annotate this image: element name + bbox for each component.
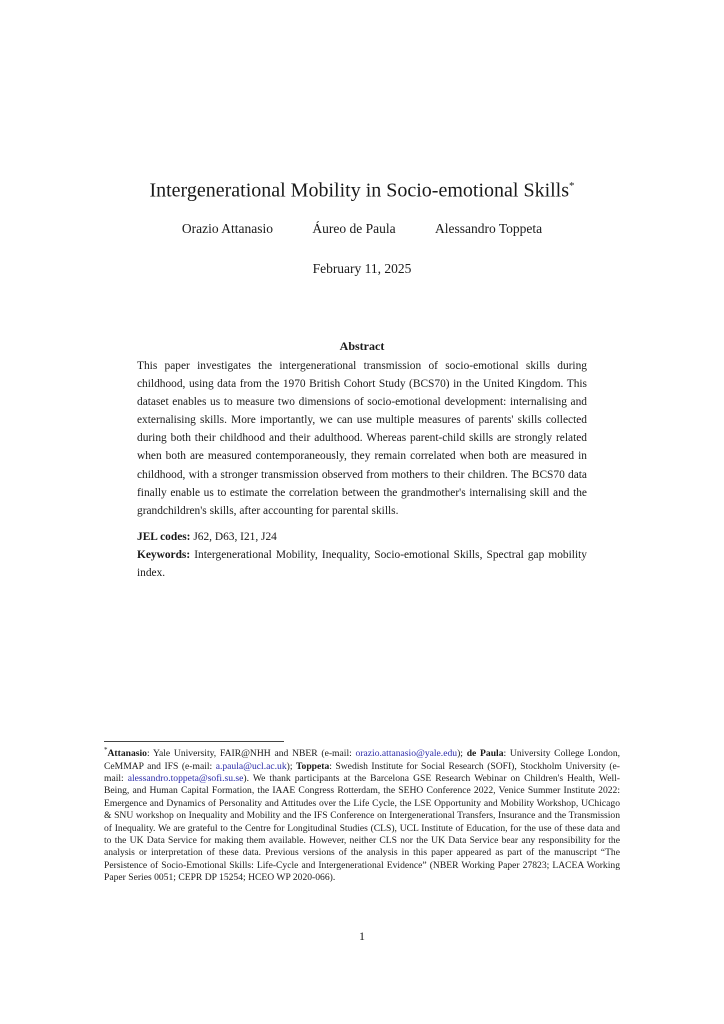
footnote-sep1: );	[457, 748, 467, 760]
email-link-depaula[interactable]: a.paula@ucl.ac.uk	[215, 760, 287, 772]
footnote-author3-name: Toppeta	[296, 760, 330, 772]
email-link-attanasio[interactable]: orazio.attanasio@yale.edu	[355, 748, 458, 760]
footnote-author3-text: : Swedish Institute for Social Research (SOFI), Stockholm University (e-mail:	[104, 760, 621, 784]
jel-label: JEL codes:	[137, 531, 191, 543]
keywords	[137, 546, 587, 582]
author-list	[0, 219, 724, 239]
footnote-author2-name: de Paula	[466, 748, 504, 760]
keywords-label: Keywords:	[137, 549, 191, 562]
author-1: Orazio Attanasio	[181, 221, 273, 236]
footnote-author1-text: : Yale University, FAIR@NHH and NBER (e-mail:	[146, 748, 356, 760]
footnote-divider	[104, 741, 284, 742]
footnote-acknowledgements: ). We thank participants at the Barcelona GSE Research Webinar on Children's Health, Well-Being, and Human Capital Formation, the IAAE Congress Rotterdam, the SEHO Conference 2022, Venice Summer Institute 2022: Emergence and Dynamics of Personality and Attitudes over the Life Cycle, the LSE Opportunity and Mobility Workshop, UChicago & SNU workshop on Inequality and Mobility and the IFS Conference on Intergenerational Transfers, Insurance and the Transmission of Inequality. We are grateful to the Centre for Longitudinal Studies (CLS), UCL Institute of Education, for the use of these data and to the UK Data Service for making them available. However, neither CLS nor the UK Data Service bear any responsibility for the analysis or interpretation of these data. Previous versions of the analysis in this paper appeared as part of the manuscript “The Persistence of Socio-Emotional Skills: Life-Cycle and Intergenerational Evidence” (NBER Working Paper 27823; LACEA Working Paper Series 0051; CEPR DP 15254; HCEO WP 2020-066).	[104, 773, 620, 884]
email-link-toppeta[interactable]: alessandro.toppeta@sofi.su.se	[127, 773, 244, 784]
author-3: Alessandro Toppeta	[434, 221, 543, 236]
title-text: Intergenerational Mobility in Socio-emotional Skills	[149, 179, 570, 202]
page-number: 1	[359, 929, 365, 943]
footnote-author1-name: Attanasio	[107, 748, 147, 760]
abstract-text: This paper investigates the intergenerational transmission of socio-emotional skills during childhood, using data from the 1970 British Cohort Study (BCS70) in the United Kingdom. This dataset enables us to measure two dimensions of socio-emotional development: internalising and externalising skills. More importantly, we can use multiple measures of parents' skills collected during both their childhood and their adulthood. Whereas parent-child skills are strongly related when both are measured contemporaneously, they remain correlated when both are measured in childhood, with a stronger transmission observed from mothers to their children. The BCS70 data finally enable us to estimate the correlation between the grandmother's internalising skill and the grandchildren's skills, after accounting for parental skills.	[137, 360, 587, 517]
paper-title	[0, 172, 724, 205]
paper-date: February 11, 2025	[312, 261, 412, 276]
keywords-value: Intergenerational Mobility, Inequality, Socio-emotional Skills, Spectral gap mobility index.	[137, 549, 587, 580]
jel-codes	[137, 528, 587, 546]
footnote-mark: *	[104, 746, 108, 754]
footnote-author2-text: : University College London, CeMMAP and IFS (e-mail:	[104, 748, 621, 772]
jel-value: J62, D63, I21, J24	[193, 531, 277, 543]
author-2: Áureo de Paula	[312, 221, 396, 236]
title-footnote	[104, 744, 620, 885]
classification-block	[137, 528, 587, 582]
title-footnote-mark[interactable]: *	[569, 180, 575, 192]
footnote-sep2: );	[286, 760, 296, 772]
abstract-heading: Abstract	[339, 339, 385, 353]
